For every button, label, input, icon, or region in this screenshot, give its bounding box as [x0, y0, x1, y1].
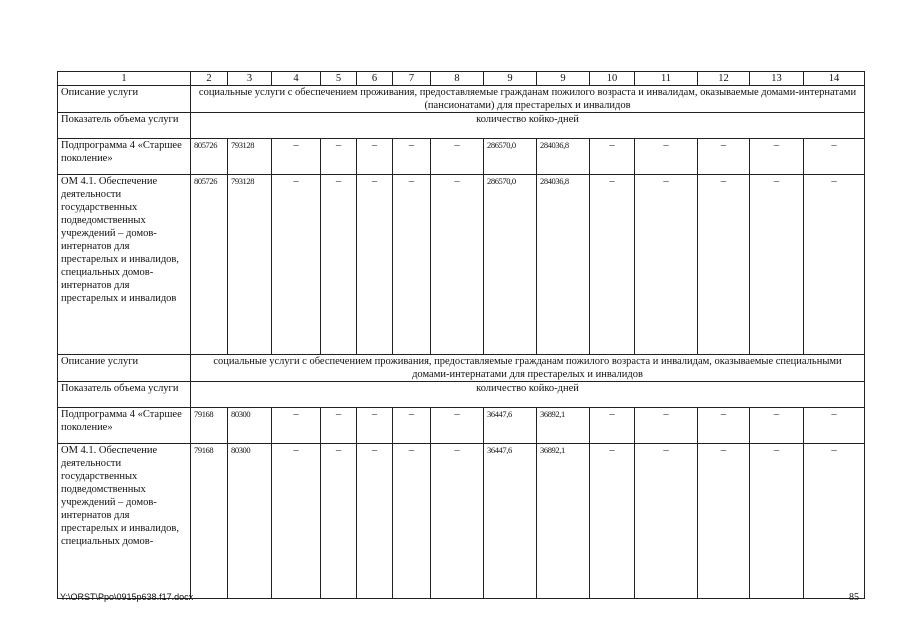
data-table: [57, 71, 865, 599]
row-label: Показатель объема услуги: [58, 113, 191, 139]
col-number: 11: [635, 72, 698, 86]
table-cell: –: [750, 444, 804, 599]
col-number: 3: [228, 72, 272, 86]
col-number: 2: [191, 72, 228, 86]
table-cell: –: [635, 408, 698, 444]
table-cell: 284036,8: [537, 175, 590, 355]
service-description: социальные услуги с обеспечением проживания, предоставляемые гражданам пожилого возраста и инвалидам, оказываемые специальными домами-интернатами для престарелых и инвалидов: [191, 355, 865, 382]
table-cell: 80300: [228, 444, 272, 599]
table-cell: –: [804, 444, 865, 599]
col-number: 9: [537, 72, 590, 86]
volume-indicator-row: [58, 382, 865, 408]
table-cell: –: [698, 175, 750, 355]
footer-file-path: Y:\ORST\Ppo\0915p638.f17.docx: [60, 592, 194, 602]
table-cell: –: [750, 139, 804, 175]
service-description: социальные услуги с обеспечением проживания, предоставляемые гражданам пожилого возраста и инвалидам, оказываемые домами-интернатами (пансионатами) для престарелых и инвалидов: [191, 86, 865, 113]
table-cell: –: [272, 139, 321, 175]
table-cell: –: [431, 175, 484, 355]
table-cell: –: [321, 175, 357, 355]
table-cell: –: [590, 408, 635, 444]
table-cell: 286570,0: [484, 139, 537, 175]
table-row: [58, 444, 865, 599]
table-cell: –: [272, 444, 321, 599]
row-label: Подпрограмма 4 «Старшее поколение»: [58, 139, 191, 175]
table-cell: –: [635, 444, 698, 599]
table-cell: –: [804, 175, 865, 355]
table-cell: 36892,1: [537, 444, 590, 599]
col-number: 4: [272, 72, 321, 86]
table-cell: 805726: [191, 139, 228, 175]
table-cell: –: [698, 408, 750, 444]
table-row: [58, 175, 865, 355]
col-number: 10: [590, 72, 635, 86]
table-cell: 284036,8: [537, 139, 590, 175]
col-number: 14: [804, 72, 865, 86]
col-number: 1: [58, 72, 191, 86]
volume-indicator: количество койко-дней: [191, 382, 865, 408]
col-number: 9: [484, 72, 537, 86]
page-number: 85: [849, 592, 859, 603]
col-number: 13: [750, 72, 804, 86]
table-cell: –: [357, 175, 393, 355]
col-number: 8: [431, 72, 484, 86]
table-cell: –: [750, 408, 804, 444]
col-number: 7: [393, 72, 431, 86]
table-cell: –: [393, 408, 431, 444]
table-cell: 79168: [191, 444, 228, 599]
table-cell: –: [272, 408, 321, 444]
row-label: Описание услуги: [58, 86, 191, 113]
table-cell: –: [431, 444, 484, 599]
col-number: 12: [698, 72, 750, 86]
table-cell: –: [393, 175, 431, 355]
table-cell: 36892,1: [537, 408, 590, 444]
table-cell: 36447,6: [484, 408, 537, 444]
table-cell: –: [750, 175, 804, 355]
volume-indicator: количество койко-дней: [191, 113, 865, 139]
table-cell: –: [393, 444, 431, 599]
table-cell: –: [590, 175, 635, 355]
table-cell: –: [635, 139, 698, 175]
table-cell: –: [431, 139, 484, 175]
table-cell: –: [321, 139, 357, 175]
col-number: 6: [357, 72, 393, 86]
row-label: Описание услуги: [58, 355, 191, 382]
table-cell: –: [804, 408, 865, 444]
col-number: 5: [321, 72, 357, 86]
table-cell: –: [590, 139, 635, 175]
table-cell: 793128: [228, 139, 272, 175]
table-cell: 79168: [191, 408, 228, 444]
table-cell: 80300: [228, 408, 272, 444]
table-cell: 286570,0: [484, 175, 537, 355]
table-cell: –: [321, 408, 357, 444]
table-cell: –: [590, 444, 635, 599]
service-description-row: [58, 355, 865, 382]
table-cell: –: [321, 444, 357, 599]
table-cell: –: [431, 408, 484, 444]
service-description-row: [58, 86, 865, 113]
table-cell: –: [635, 175, 698, 355]
table-row: [58, 139, 865, 175]
table-cell: –: [357, 444, 393, 599]
table-cell: –: [804, 139, 865, 175]
table-cell: –: [698, 139, 750, 175]
table-row: [58, 408, 865, 444]
table-cell: –: [393, 139, 431, 175]
row-label: ОМ 4.1. Обеспечение деятельности государственных подведомственных учреждений – домов-интернатов для престарелых и инвалидов, специальных домов-интернатов для престарелых и инвалидов: [58, 175, 191, 355]
table-cell: 36447,6: [484, 444, 537, 599]
row-label: Показатель объема услуги: [58, 382, 191, 408]
row-label: ОМ 4.1. Обеспечение деятельности государственных подведомственных учреждений – домов-интернатов для престарелых и инвалидов, специальных домов-: [58, 444, 191, 599]
table-cell: –: [357, 139, 393, 175]
table-cell: –: [698, 444, 750, 599]
table-cell: –: [272, 175, 321, 355]
header-row: [58, 72, 865, 86]
row-label: Подпрограмма 4 «Старшее поколение»: [58, 408, 191, 444]
table-cell: 793128: [228, 175, 272, 355]
volume-indicator-row: [58, 113, 865, 139]
table-cell: –: [357, 408, 393, 444]
table-cell: 805726: [191, 175, 228, 355]
